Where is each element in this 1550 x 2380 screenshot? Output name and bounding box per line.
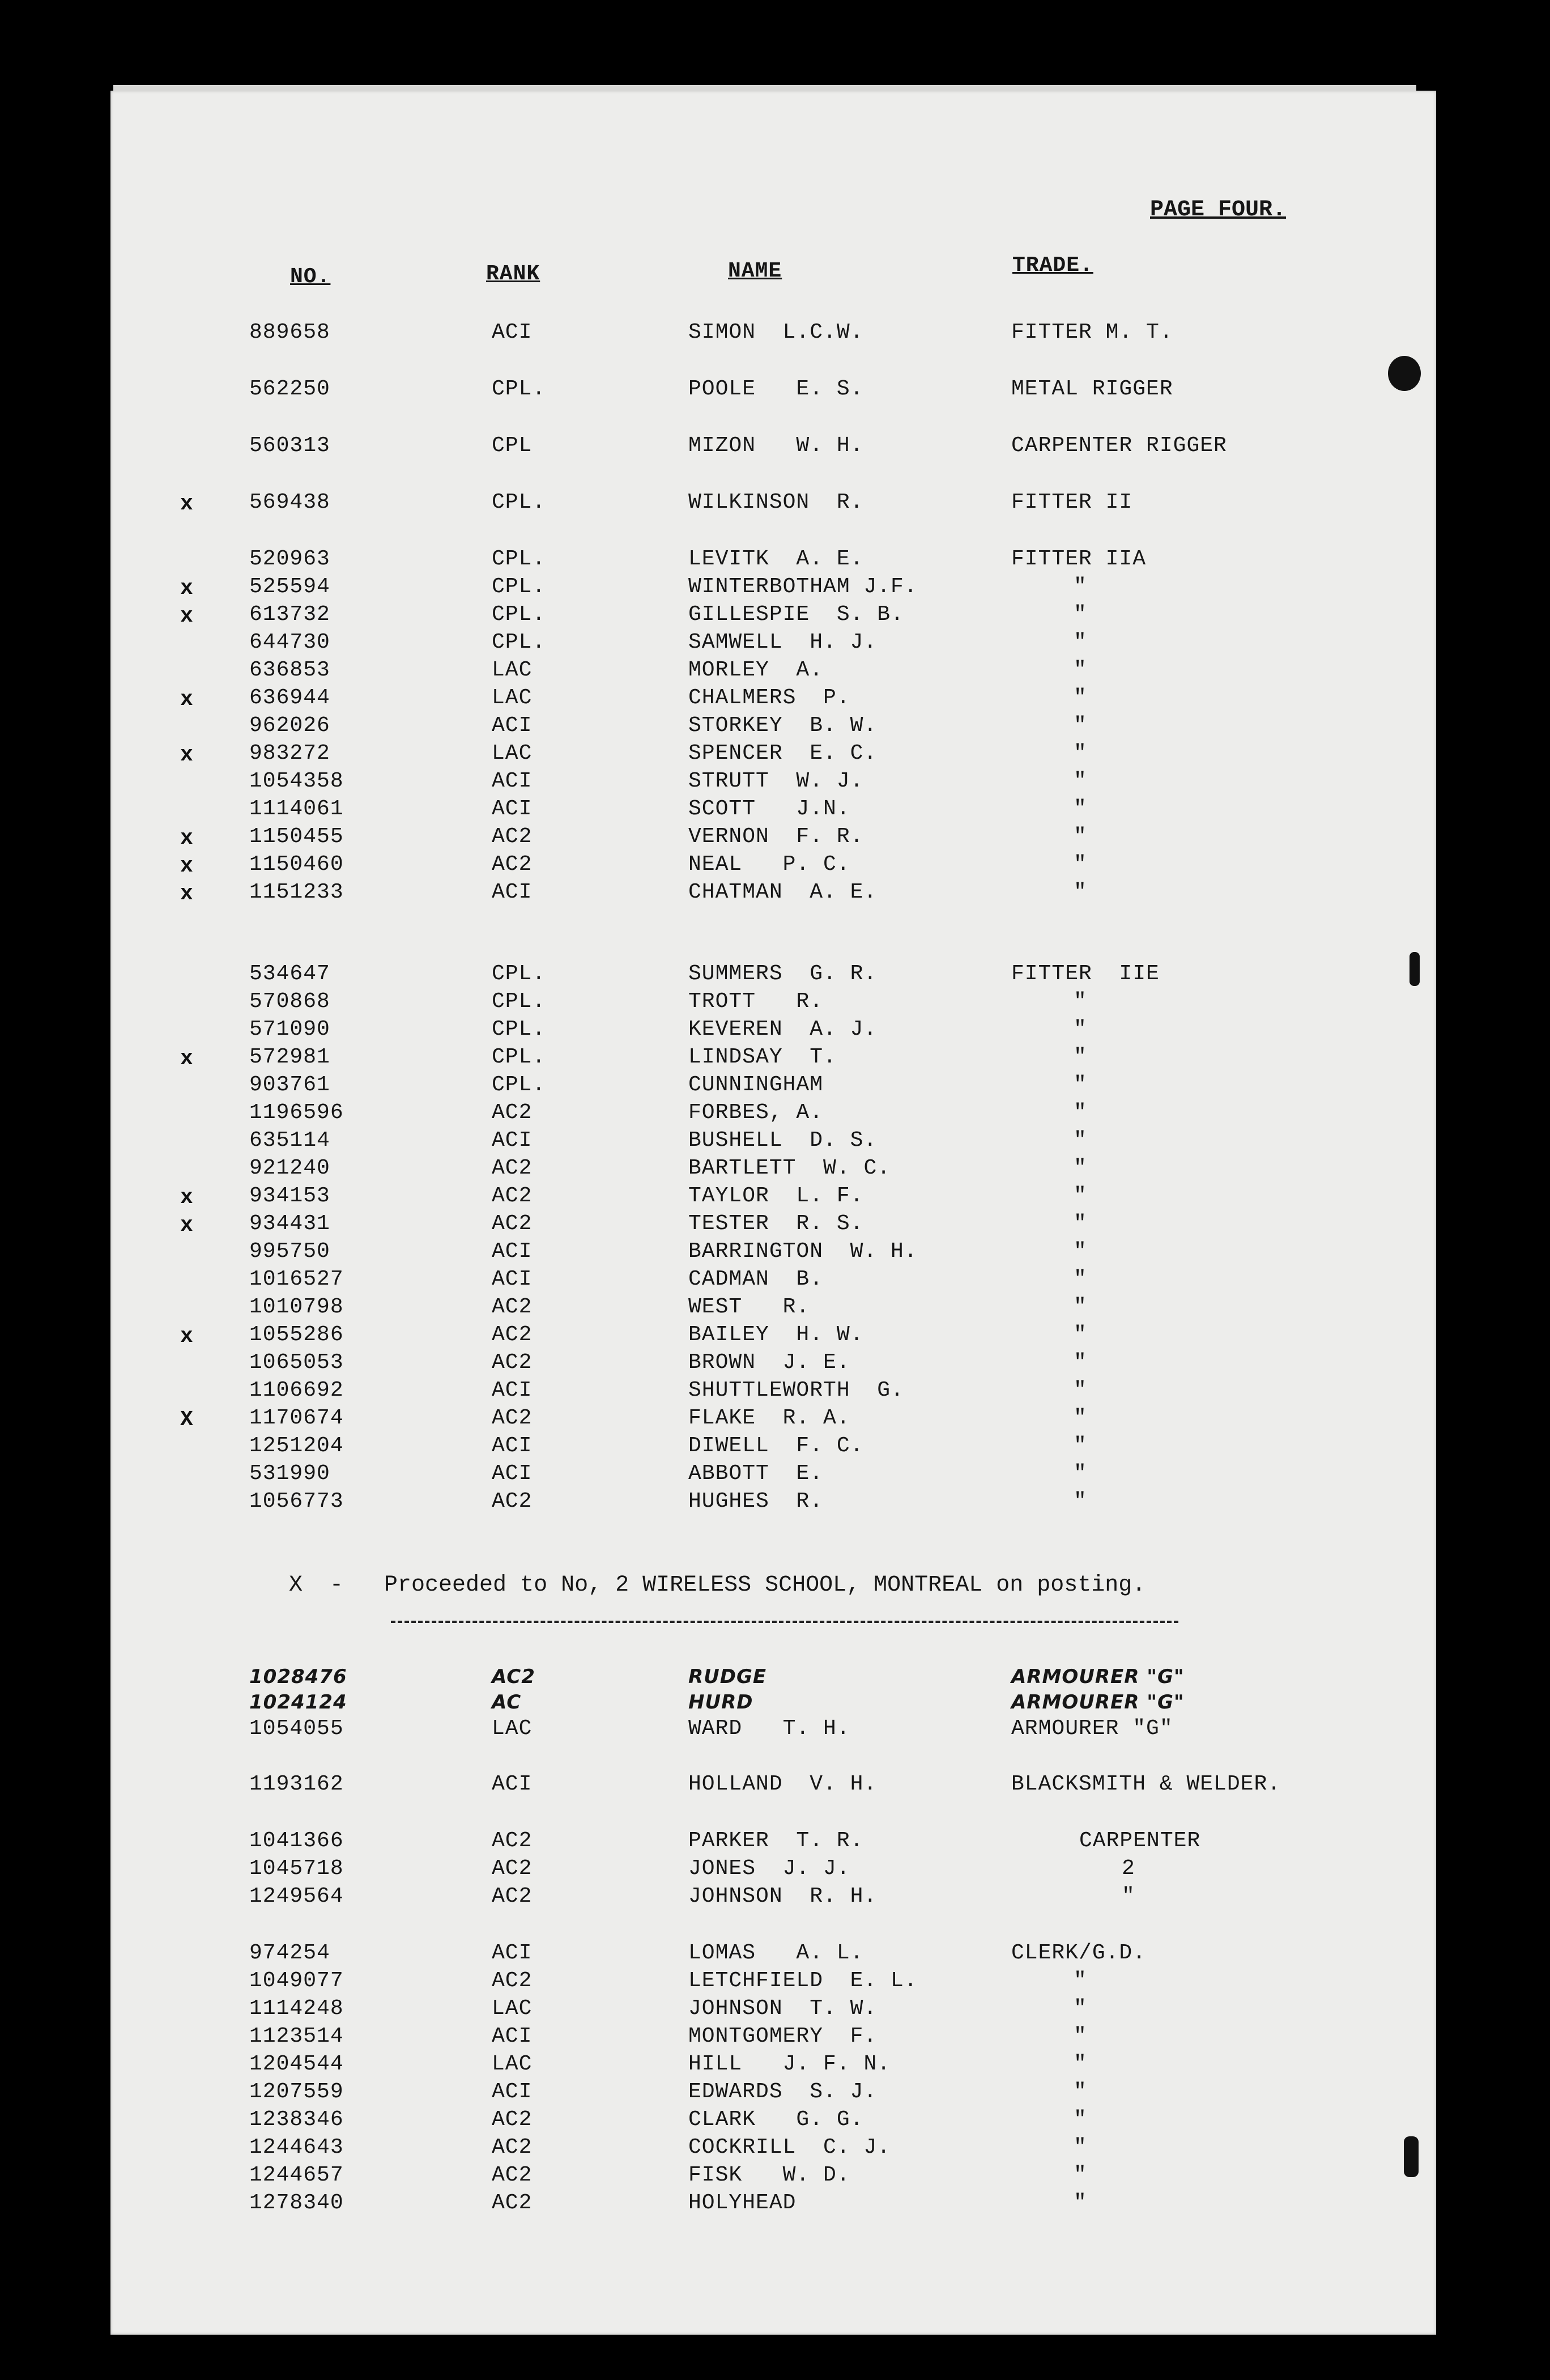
- airman-name: JONES J. J.: [688, 1856, 850, 1881]
- airman-name: SPENCER E. C.: [688, 741, 878, 766]
- trade: ": [1074, 1434, 1087, 1458]
- airman-name: JOHNSON R. H.: [688, 1884, 878, 1909]
- airman-name: CADMAN B.: [688, 1267, 824, 1291]
- rank: CPL.: [492, 575, 546, 599]
- airman-name: HUGHES R.: [688, 1489, 824, 1514]
- rank: AC2: [492, 1295, 533, 1319]
- trade: ARMOURER "G": [1011, 1691, 1185, 1714]
- service-number: 1010798: [249, 1295, 344, 1319]
- rank: ACI: [492, 1434, 533, 1458]
- trade: ": [1074, 1100, 1087, 1125]
- service-number: 1054055: [249, 1716, 344, 1741]
- airman-name: WILKINSON R.: [688, 490, 864, 515]
- airman-name: DIWELL F. C.: [688, 1434, 864, 1458]
- airman-name: LINDSAY T.: [688, 1045, 837, 1069]
- airman-name: JOHNSON T. W.: [688, 1996, 878, 2021]
- rank: ACI: [492, 1128, 533, 1153]
- service-number: 1114248: [249, 1996, 344, 2021]
- rank: CPL.: [492, 989, 546, 1014]
- rank: AC2: [492, 1156, 533, 1180]
- airman-name: EDWARDS S. J.: [688, 2080, 878, 2104]
- airman-name: STORKEY B. W.: [688, 713, 878, 738]
- trade: CLERK/G.D.: [1011, 1941, 1147, 1965]
- service-number: 1054358: [249, 769, 344, 793]
- trade: ": [1074, 1350, 1087, 1375]
- rank: ACI: [492, 2024, 533, 2048]
- posting-mark: x: [180, 1324, 193, 1349]
- header-trade: TRADE.: [1012, 253, 1093, 278]
- airman-name: HILL J. F. N.: [688, 2052, 891, 2076]
- airman-name: FISK W. D.: [688, 2163, 850, 2187]
- posting-mark: x: [180, 687, 193, 712]
- service-number: 560313: [249, 434, 330, 458]
- airman-name: HOLLAND V. H.: [688, 1772, 878, 1796]
- trade: ": [1074, 1073, 1087, 1097]
- rank: AC2: [492, 1856, 533, 1881]
- rank: ACI: [492, 1461, 533, 1486]
- rank: AC2: [492, 1350, 533, 1375]
- airman-name: WARD T. H.: [688, 1716, 850, 1741]
- service-number: 571090: [249, 1017, 330, 1042]
- trade: FITTER II: [1011, 490, 1133, 515]
- airman-name: CLARK G. G.: [688, 2107, 864, 2132]
- trade: ": [1074, 2024, 1087, 2048]
- airman-name: VERNON F. R.: [688, 824, 864, 849]
- airman-name: POOLE E. S.: [688, 377, 864, 401]
- airman-name: MORLEY A.: [688, 658, 824, 682]
- airman-name: BARRINGTON W. H.: [688, 1239, 918, 1264]
- footnote-underline: [391, 1621, 1178, 1623]
- airman-name: BAILEY H. W.: [688, 1323, 864, 1347]
- service-number: 1049077: [249, 1969, 344, 1993]
- trade: ": [1074, 2107, 1087, 2132]
- rank: CPL.: [492, 547, 546, 571]
- trade: ": [1074, 602, 1087, 627]
- rank: ACI: [492, 1941, 533, 1965]
- service-number: 1028476: [249, 1665, 347, 1688]
- trade: ": [1074, 575, 1087, 599]
- airman-name: WINTERBOTHAM J.F.: [688, 575, 918, 599]
- rank: AC2: [492, 2163, 533, 2187]
- airman-name: HOLYHEAD: [688, 2191, 797, 2215]
- trade: 2: [1122, 1856, 1135, 1881]
- service-number: 525594: [249, 575, 330, 599]
- rank: AC: [492, 1691, 522, 1714]
- airman-name: FORBES, A.: [688, 1100, 824, 1125]
- airman-name: TAYLOR L. F.: [688, 1184, 864, 1208]
- rank: AC2: [492, 852, 533, 877]
- service-number: 1244643: [249, 2135, 344, 2160]
- trade: ": [1074, 2135, 1087, 2160]
- service-number: 974254: [249, 1941, 330, 1965]
- posting-mark: x: [180, 492, 193, 516]
- trade: ": [1074, 797, 1087, 821]
- rank: CPL.: [492, 962, 546, 986]
- airman-name: LOMAS A. L.: [688, 1941, 864, 1965]
- trade: CARPENTER RIGGER: [1011, 434, 1227, 458]
- trade: BLACKSMITH & WELDER.: [1011, 1772, 1281, 1796]
- posting-mark: x: [180, 854, 193, 878]
- trade: ": [1074, 686, 1087, 710]
- rank: ACI: [492, 1239, 533, 1264]
- header-no: NO.: [290, 265, 331, 289]
- trade: ": [1074, 1378, 1087, 1402]
- airman-name: PARKER T. R.: [688, 1829, 864, 1853]
- service-number: 1106692: [249, 1378, 344, 1402]
- ink-blot: [1388, 356, 1421, 391]
- service-number: 934431: [249, 1212, 330, 1236]
- service-number: 1150460: [249, 852, 344, 877]
- trade: FITTER IIE: [1011, 962, 1160, 986]
- service-number: 636944: [249, 686, 330, 710]
- service-number: 1244657: [249, 2163, 344, 2187]
- service-number: 562250: [249, 377, 330, 401]
- trade: ": [1074, 852, 1087, 877]
- airman-name: MONTGOMERY F.: [688, 2024, 878, 2048]
- service-number: 636853: [249, 658, 330, 682]
- trade: ": [1074, 1323, 1087, 1347]
- airman-name: TESTER R. S.: [688, 1212, 864, 1236]
- trade: ": [1074, 1017, 1087, 1042]
- airman-name: SHUTTLEWORTH G.: [688, 1378, 904, 1402]
- trade: FITTER IIA: [1011, 547, 1147, 571]
- rank: LAC: [492, 686, 533, 710]
- rank: LAC: [492, 2052, 533, 2076]
- airman-name: BUSHELL D. S.: [688, 1128, 878, 1153]
- service-number: 613732: [249, 602, 330, 627]
- airman-name: TROTT R.: [688, 989, 824, 1014]
- rank: AC2: [492, 1969, 533, 1993]
- airman-name: SCOTT J.N.: [688, 797, 850, 821]
- header-rank: RANK: [486, 262, 540, 286]
- service-number: 1056773: [249, 1489, 344, 1514]
- airman-name: FLAKE R. A.: [688, 1406, 850, 1430]
- rank: ACI: [492, 2080, 533, 2104]
- rank: LAC: [492, 741, 533, 766]
- trade: ": [1074, 2080, 1087, 2104]
- trade: ": [1074, 1489, 1087, 1514]
- trade: ": [1074, 1406, 1087, 1430]
- rank: ACI: [492, 1267, 533, 1291]
- service-number: 531990: [249, 1461, 330, 1486]
- trade: ": [1074, 989, 1087, 1014]
- trade: ": [1074, 824, 1087, 849]
- rank: CPL.: [492, 1073, 546, 1097]
- trade: ARMOURER "G": [1011, 1716, 1173, 1741]
- airman-name: CHATMAN A. E.: [688, 880, 878, 904]
- posting-mark: x: [180, 604, 193, 628]
- rank: AC2: [492, 1212, 533, 1236]
- service-number: 1114061: [249, 797, 344, 821]
- service-number: 572981: [249, 1045, 330, 1069]
- rank: AC2: [492, 1323, 533, 1347]
- trade: ": [1074, 1996, 1087, 2021]
- service-number: 1249564: [249, 1884, 344, 1909]
- rank: AC2: [492, 1884, 533, 1909]
- service-number: 995750: [249, 1239, 330, 1264]
- trade: METAL RIGGER: [1011, 377, 1173, 401]
- service-number: 1065053: [249, 1350, 344, 1375]
- trade: ARMOURER "G": [1011, 1665, 1185, 1688]
- airman-name: COCKRILL C. J.: [688, 2135, 891, 2160]
- rank: LAC: [492, 658, 533, 682]
- service-number: 1251204: [249, 1434, 344, 1458]
- service-number: 1123514: [249, 2024, 344, 2048]
- header-name: NAME: [728, 259, 782, 283]
- rank: ACI: [492, 320, 533, 345]
- service-number: 1170674: [249, 1406, 344, 1430]
- airman-name: KEVEREN A. J.: [688, 1017, 878, 1042]
- rank: CPL: [492, 434, 533, 458]
- trade: ": [1074, 2163, 1087, 2187]
- airman-name: LETCHFIELD E. L.: [688, 1969, 918, 1993]
- posting-mark: x: [180, 1213, 193, 1238]
- rank: LAC: [492, 1716, 533, 1741]
- rank: CPL.: [492, 630, 546, 654]
- footnote: X - Proceeded to No, 2 WIRELESS SCHOOL, MONTREAL on posting.: [289, 1572, 1146, 1598]
- rank: ACI: [492, 713, 533, 738]
- rank: CPL.: [492, 602, 546, 627]
- trade: ": [1074, 880, 1087, 904]
- trade: ": [1074, 741, 1087, 766]
- posting-mark: x: [180, 576, 193, 601]
- trade: ": [1074, 630, 1087, 654]
- airman-name: BARTLETT W. C.: [688, 1156, 891, 1180]
- service-number: 903761: [249, 1073, 330, 1097]
- service-number: 921240: [249, 1156, 330, 1180]
- airman-name: CUNNINGHAM: [688, 1073, 824, 1097]
- airman-name: HURD: [688, 1691, 753, 1714]
- ink-mark: [1410, 952, 1420, 986]
- service-number: 934153: [249, 1184, 330, 1208]
- airman-name: ABBOTT E.: [688, 1461, 824, 1486]
- trade: ": [1074, 1239, 1087, 1264]
- rank: ACI: [492, 797, 533, 821]
- service-number: 1207559: [249, 2080, 344, 2104]
- rank: AC2: [492, 1100, 533, 1125]
- trade: ": [1074, 1212, 1087, 1236]
- service-number: 1041366: [249, 1829, 344, 1853]
- trade: ": [1074, 1969, 1087, 1993]
- trade: FITTER M. T.: [1011, 320, 1173, 345]
- trade: ": [1074, 769, 1087, 793]
- service-number: 962026: [249, 713, 330, 738]
- rank: ACI: [492, 769, 533, 793]
- rank: LAC: [492, 1996, 533, 2021]
- service-number: 1204544: [249, 2052, 344, 2076]
- rank: AC2: [492, 2107, 533, 2132]
- trade: ": [1074, 1184, 1087, 1208]
- trade: ": [1074, 1461, 1087, 1486]
- rank: AC2: [492, 2191, 533, 2215]
- rank: CPL.: [492, 1017, 546, 1042]
- service-number: 569438: [249, 490, 330, 515]
- service-number: 1196596: [249, 1100, 344, 1125]
- airman-name: RUDGE: [688, 1665, 767, 1688]
- rank: AC2: [492, 1184, 533, 1208]
- service-number: 889658: [249, 320, 330, 345]
- posting-mark: x: [180, 1185, 193, 1210]
- trade: ": [1074, 1128, 1087, 1153]
- airman-name: GILLESPIE S. B.: [688, 602, 904, 627]
- service-number: 1238346: [249, 2107, 344, 2132]
- airman-name: SUMMERS G. R.: [688, 962, 878, 986]
- rank: AC2: [492, 1829, 533, 1853]
- trade: ": [1074, 2052, 1087, 2076]
- airman-name: BROWN J. E.: [688, 1350, 850, 1375]
- airman-name: LEVITK A. E.: [688, 547, 864, 571]
- rank: AC2: [492, 824, 533, 849]
- rank: AC2: [492, 2135, 533, 2160]
- airman-name: WEST R.: [688, 1295, 810, 1319]
- ink-mark: [1404, 2136, 1419, 2177]
- posting-mark: x: [180, 882, 193, 906]
- rank: ACI: [492, 1378, 533, 1402]
- rank: CPL.: [492, 490, 546, 515]
- trade: ": [1074, 713, 1087, 738]
- rank: AC2: [492, 1665, 535, 1688]
- service-number: 1055286: [249, 1323, 344, 1347]
- rank: AC2: [492, 1489, 533, 1514]
- airman-name: STRUTT W. J.: [688, 769, 864, 793]
- page-label: PAGE FOUR.: [1150, 197, 1287, 223]
- posting-mark: x: [180, 743, 193, 767]
- service-number: 1193162: [249, 1772, 344, 1796]
- rank: CPL.: [492, 377, 546, 401]
- service-number: 570868: [249, 989, 330, 1014]
- service-number: 1045718: [249, 1856, 344, 1881]
- service-number: 635114: [249, 1128, 330, 1153]
- trade: ": [1122, 1884, 1135, 1909]
- service-number: 644730: [249, 630, 330, 654]
- airman-name: MIZON W. H.: [688, 434, 864, 458]
- service-number: 520963: [249, 547, 330, 571]
- trade: ": [1074, 2191, 1087, 2215]
- trade: CARPENTER: [1079, 1829, 1201, 1853]
- trade: ": [1074, 1295, 1087, 1319]
- service-number: 1150455: [249, 824, 344, 849]
- rank: AC2: [492, 1406, 533, 1430]
- trade: ": [1074, 1156, 1087, 1180]
- service-number: 534647: [249, 962, 330, 986]
- trade: ": [1074, 1045, 1087, 1069]
- rank: ACI: [492, 880, 533, 904]
- service-number: 1016527: [249, 1267, 344, 1291]
- service-number: 983272: [249, 741, 330, 766]
- service-number: 1024124: [249, 1691, 347, 1714]
- service-number: 1151233: [249, 880, 344, 904]
- rank: ACI: [492, 1772, 533, 1796]
- airman-name: NEAL P. C.: [688, 852, 850, 877]
- rank: CPL.: [492, 1045, 546, 1069]
- posting-mark: x: [180, 1047, 193, 1071]
- posting-mark: x: [180, 826, 193, 851]
- trade: ": [1074, 1267, 1087, 1291]
- posting-mark: X: [180, 1408, 193, 1432]
- service-number: 1278340: [249, 2191, 344, 2215]
- airman-name: CHALMERS P.: [688, 686, 850, 710]
- airman-name: SAMWELL H. J.: [688, 630, 878, 654]
- airman-name: SIMON L.C.W.: [688, 320, 864, 345]
- trade: ": [1074, 658, 1087, 682]
